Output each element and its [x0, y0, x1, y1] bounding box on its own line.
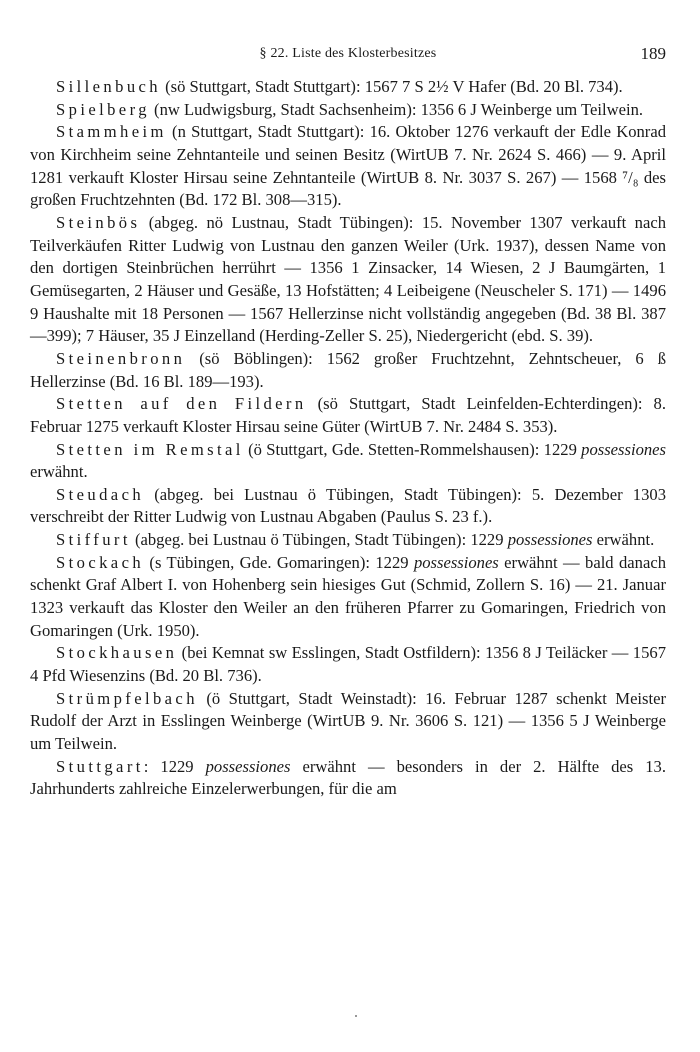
place-name: Steudach [56, 484, 145, 504]
place-name: Sillenbuch [56, 77, 161, 96]
entry-text-end: erwähnt. [592, 530, 655, 550]
place-entry [30, 439, 666, 484]
place-name: Stammheim [56, 122, 167, 142]
place-name: Stetten im Remstal [56, 439, 244, 459]
place-entry [30, 756, 666, 801]
entry-text: (abgeg. bei Lustnau ö Tübingen, Stadt Tübingen): 5. Dezember 1303 verschreibt der Ritter Ludwig von Lustnau Abgaben (Paulus S. 23 f.). [30, 484, 666, 527]
entry-text: (ö Stuttgart, Gde. Stetten-Rommelshausen): 1229 [243, 439, 582, 459]
place-entry [30, 484, 666, 529]
place-name: Stetten auf den Fildern [56, 394, 307, 414]
entry-text: (abgeg. bei Lustnau ö Tübingen, Stadt Tübingen): 1229 [130, 530, 508, 550]
place-entry [30, 642, 666, 687]
entry-text: (bei Kemnat sw Esslingen, Stadt Ostfildern): 1356 8 J Teiläcker — 1567 4 Pfd Wiesenzins (Bd. 20 Bl. 736). [30, 643, 666, 686]
page-header [30, 44, 666, 68]
scan-speck [355, 1015, 357, 1017]
place-name: Stockhausen [56, 643, 178, 663]
entry-text: (sö Böblingen): 1562 großer Fruchtzehnt, Zehntscheuer, 6 ß Hellerzinse (Bd. 16 Bl. 189—193). [30, 348, 666, 391]
place-entry [30, 529, 666, 552]
place-name: Spielberg [56, 99, 150, 119]
entry-text: (ö Stuttgart, Stadt Weinstadt): 16. Februar 1287 schenkt Meister Rudolf der Arzt in Esslingen Weinberge (WirtUB 9. Nr. 3606 S. 121) — 1356 5 J Weinberge um Teilwein. [30, 688, 666, 754]
entry-list [30, 76, 666, 801]
latin-term: possessiones [581, 439, 666, 459]
place-name: Steinbös [56, 212, 141, 232]
entry-text: (s Tübingen, Gde. Gomaringen): 1229 [144, 552, 414, 572]
place-entry [30, 348, 666, 393]
entry-text: (sö Stuttgart, Stadt Stuttgart): 1567 7 S 2½ V Hafer (Bd. 20 Bl. 734). [160, 77, 623, 96]
place-entry [30, 552, 666, 643]
place-entry [30, 76, 666, 99]
latin-term: possessiones [205, 756, 291, 776]
entry-text-end: erwähnt — besonders in der 2. Hälfte des 13. Jahrhunderts zahlreiche Einzelerwerbungen, für die am [30, 756, 666, 799]
place-entry [30, 688, 666, 756]
entry-text: (n Stuttgart, Stadt Stuttgart): 16. Oktober 1276 verkauft der Edle Konrad von Kirchheim seine Zehntanteile und seinen Besitz (WirtUB 7. Nr. 2624 S. 466) — 9. April 1281 verkauft Kloster Hirsau seine Zehntanteile (WirtUB 8. Nr. 3037 S. 267) — 1568 ⁷/₈ des großen Fruchtzehnten (Bd. 172 Bl. 308—315). [30, 122, 666, 210]
latin-term: possessiones [413, 552, 499, 572]
place-name: Strümpfelbach [56, 688, 198, 708]
entry-text-end: erwähnt. [30, 462, 88, 482]
running-title: § 22. Liste des Klosterbesitzes [259, 46, 437, 61]
entry-text: : 1229 [143, 756, 206, 776]
entry-text-end: erwähnt — bald danach schenkt Graf Albert I. von Hohenberg sein hiesiges Gut (Schmid, Zollern S. 16) — 21. Januar 1323 verkauft das Kloster den Weiler an den früheren Pfarrer zu Gomaringen, Friedrich von Gomaringen (Urk. 1950). [30, 552, 666, 640]
place-name: Stiffurt [56, 530, 131, 550]
place-name: Stockach [56, 552, 145, 572]
latin-term: possessiones [507, 530, 593, 550]
place-name: Steinenbronn [56, 348, 186, 368]
place-entry [30, 212, 666, 348]
place-entry [30, 121, 666, 212]
page-number: 189 [640, 44, 666, 63]
entry-text: (nw Ludwigsburg, Stadt Sachsenheim): 1356 6 J Weinberge um Teilwein. [149, 99, 644, 119]
place-name: Stuttgart [56, 756, 144, 776]
entry-text: (abgeg. nö Lustnau, Stadt Tübingen): 15. November 1307 verkauft nach Teilverkäufen Ritter Ludwig von Lustnau den ganzen Weiler (Urk. 1937), dessen Name von den dortigen Steinbrüchen herrührt — 1356 1 Zinsacker, 14 Wiesen, 2 J Baumgärten, 1 Gemüsegarten, 2 Häuser und Gesäße, 13 Hofstätten; 4 Leibeigene (Neuscheler S. 171) — 1496 9 Haushalte mit 18 Personen — 1567 Hellerzinse nicht vollständig angegeben (Bd. 38 Bl. 387—399); 7 Häuser, 35 J Einzelland (Herding-Zeller S. 25), Niedergericht (ebd. S. 39). [30, 212, 666, 346]
place-entry [30, 393, 666, 438]
place-entry [30, 99, 666, 122]
entry-text: (sö Stuttgart, Stadt Leinfelden-Echterdingen): 8. Februar 1275 verkauft Kloster Hirsau seine Güter (WirtUB 7. Nr. 2484 S. 353). [30, 394, 667, 436]
